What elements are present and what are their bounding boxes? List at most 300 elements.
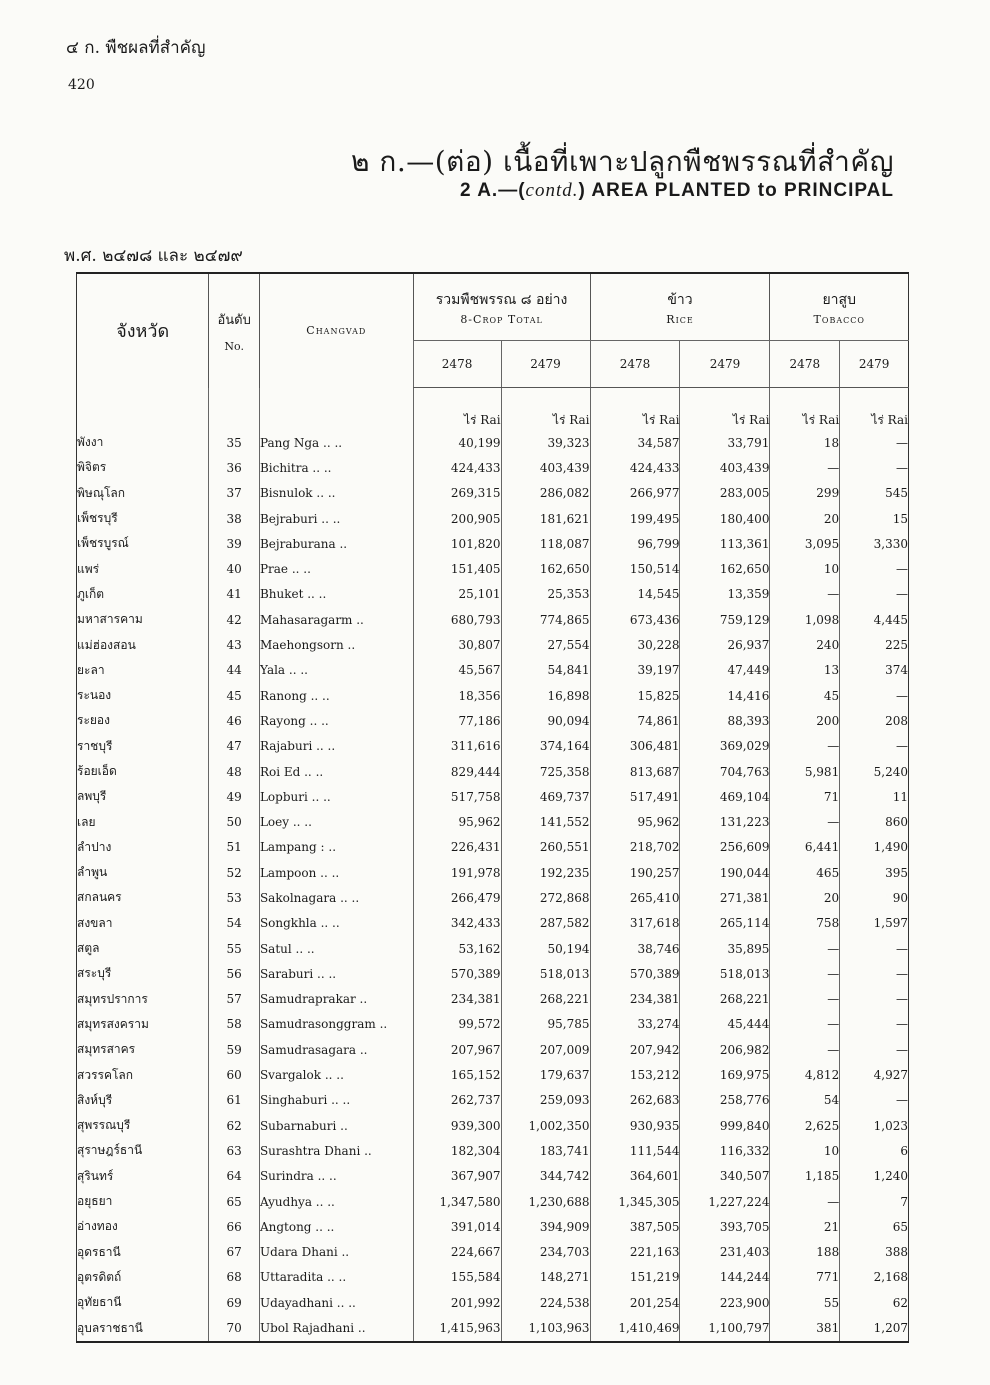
province-name-th: พิจิตร	[77, 460, 107, 475]
value-cell: —	[770, 809, 840, 834]
row-number: 70	[209, 1315, 260, 1341]
table-row	[77, 1164, 909, 1189]
value-cell: 1,103,963	[501, 1315, 590, 1341]
value-cell: 367,907	[413, 1164, 501, 1189]
province-name-th: ราชบุรี	[77, 738, 113, 753]
title-suffix: ) AREA PLANTED to PRINCIPAL	[578, 180, 894, 201]
changvad-name: Samudrasonggram ..	[259, 1012, 413, 1037]
province-name-th: พิษณุโลก	[77, 485, 126, 500]
row-number: 40	[209, 556, 260, 581]
value-cell: —	[770, 936, 840, 961]
value-cell: 155,584	[413, 1265, 501, 1290]
value-cell: 287,582	[501, 911, 590, 936]
value-cell: 45,444	[680, 1012, 770, 1037]
year-header: 2478	[413, 341, 501, 388]
table-row	[77, 430, 909, 455]
value-cell: 218,702	[590, 835, 680, 860]
value-cell: 4,445	[840, 607, 909, 632]
value-cell: 95,785	[501, 1012, 590, 1037]
changvad-name: Samudrasagara ..	[259, 1037, 413, 1062]
value-cell: 758	[770, 911, 840, 936]
province-name-th: ร้อยเอ็ด	[77, 764, 117, 778]
value-cell: —	[840, 734, 909, 759]
value-cell: 90,094	[501, 708, 590, 733]
changvad-name: Rajaburi .. ..	[259, 734, 413, 759]
value-cell: 182,304	[413, 1138, 501, 1163]
changvad-name: Bichitra .. ..	[259, 455, 413, 480]
value-cell: 424,433	[413, 455, 501, 480]
value-cell: 3,330	[840, 531, 909, 556]
value-cell: 208	[840, 708, 909, 733]
value-cell: 207,967	[413, 1037, 501, 1062]
value-cell: 191,978	[413, 860, 501, 885]
value-cell: 14,416	[680, 683, 770, 708]
value-cell: —	[840, 430, 909, 455]
row-number: 61	[209, 1088, 260, 1113]
changvad-name: Sakolnagara .. ..	[259, 885, 413, 910]
col-group-rice	[590, 273, 770, 341]
value-cell: 5,240	[840, 759, 909, 784]
value-cell: 33,791	[680, 430, 770, 455]
value-cell: 234,381	[590, 987, 680, 1012]
value-cell: 2,625	[770, 1113, 840, 1138]
changvad-name: Ubol Rajadhani ..	[259, 1315, 413, 1341]
value-cell: 30,228	[590, 632, 680, 657]
table-row	[77, 1290, 909, 1315]
changvad-name: Ayudhya .. ..	[259, 1189, 413, 1214]
value-cell: 266,977	[590, 481, 680, 506]
changvad-name: Udayadhani .. ..	[259, 1290, 413, 1315]
changvad-name: Saraburi .. ..	[259, 961, 413, 986]
year-header: 2478	[590, 341, 680, 388]
table-row	[77, 1265, 909, 1290]
row-number: 56	[209, 961, 260, 986]
value-cell: 4,812	[770, 1062, 840, 1087]
table-row	[77, 911, 909, 936]
table-row	[77, 1012, 909, 1037]
value-cell: 226,431	[413, 835, 501, 860]
value-cell: 188	[770, 1240, 840, 1265]
province-name-th: สุรินทร์	[77, 1168, 114, 1183]
table-row	[77, 784, 909, 809]
value-cell: —	[840, 936, 909, 961]
changvad-name: Satul .. ..	[259, 936, 413, 961]
col-no-en: No.	[224, 339, 244, 353]
table-row	[77, 936, 909, 961]
value-cell: 231,403	[680, 1240, 770, 1265]
value-cell: 34,587	[590, 430, 680, 455]
value-cell: 224,538	[501, 1290, 590, 1315]
changvad-name: Samudraprakar ..	[259, 987, 413, 1012]
value-cell: 15,825	[590, 683, 680, 708]
value-cell: 40,199	[413, 430, 501, 455]
value-cell: 54	[770, 1088, 840, 1113]
table-row	[77, 1240, 909, 1265]
value-cell: 144,244	[680, 1265, 770, 1290]
table-row	[77, 961, 909, 986]
value-cell: —	[840, 455, 909, 480]
table-row	[77, 885, 909, 910]
value-cell: 759,129	[680, 607, 770, 632]
row-number: 62	[209, 1113, 260, 1138]
value-cell: 262,683	[590, 1088, 680, 1113]
province-name-th: สมุทรปราการ	[77, 991, 148, 1006]
value-cell: 704,763	[680, 759, 770, 784]
value-cell: 813,687	[590, 759, 680, 784]
value-cell: 1,597	[840, 911, 909, 936]
changvad-name: Ranong .. ..	[259, 683, 413, 708]
value-cell: —	[840, 582, 909, 607]
value-cell: 1,240	[840, 1164, 909, 1189]
unit-label: ไร่ Rai	[413, 388, 501, 431]
col-no-th: อันดับ	[217, 312, 251, 328]
table-row	[77, 556, 909, 581]
col-changvad: Changvad	[259, 273, 413, 388]
value-cell: 381	[770, 1315, 840, 1341]
row-number: 60	[209, 1062, 260, 1087]
value-cell: 265,410	[590, 885, 680, 910]
province-name-th: อุดรธานี	[77, 1244, 121, 1259]
value-cell: 199,495	[590, 506, 680, 531]
province-name-th: สมุทรสงคราม	[77, 1016, 149, 1031]
value-cell: 829,444	[413, 759, 501, 784]
changvad-name: Bejraburi .. ..	[259, 506, 413, 531]
row-number: 53	[209, 885, 260, 910]
value-cell: 116,332	[680, 1138, 770, 1163]
value-cell: 38,746	[590, 936, 680, 961]
changvad-name: Lampoon .. ..	[259, 860, 413, 885]
row-number: 57	[209, 987, 260, 1012]
row-number: 42	[209, 607, 260, 632]
value-cell: 545	[840, 481, 909, 506]
value-cell: 374,164	[501, 734, 590, 759]
value-cell: 268,221	[501, 987, 590, 1012]
row-number: 58	[209, 1012, 260, 1037]
value-cell: 939,300	[413, 1113, 501, 1138]
table-row	[77, 860, 909, 885]
value-cell: 88,393	[680, 708, 770, 733]
value-cell: 169,975	[680, 1062, 770, 1087]
row-number: 44	[209, 658, 260, 683]
table-row	[77, 759, 909, 784]
col-group-tobacco	[770, 273, 909, 341]
table-row	[77, 1062, 909, 1087]
value-cell: 200,905	[413, 506, 501, 531]
unit-label: ไร่ Rai	[590, 388, 680, 431]
row-number: 49	[209, 784, 260, 809]
changvad-name: Uttaradita .. ..	[259, 1265, 413, 1290]
value-cell: —	[770, 987, 840, 1012]
value-cell: 265,114	[680, 911, 770, 936]
changvad-name: Songkhla .. ..	[259, 911, 413, 936]
row-number: 48	[209, 759, 260, 784]
row-number: 45	[209, 683, 260, 708]
value-cell: 570,389	[413, 961, 501, 986]
value-cell: 1,345,305	[590, 1189, 680, 1214]
year-header: 2478	[770, 341, 840, 388]
value-cell: 180,400	[680, 506, 770, 531]
table-row	[77, 1113, 909, 1138]
col-group-crop-total	[413, 273, 590, 341]
value-cell: 30,807	[413, 632, 501, 657]
value-cell: 424,433	[590, 455, 680, 480]
value-cell: 95,962	[413, 809, 501, 834]
value-cell: —	[770, 961, 840, 986]
row-number: 37	[209, 481, 260, 506]
row-number: 39	[209, 531, 260, 556]
value-cell: 50,194	[501, 936, 590, 961]
value-cell: 39,323	[501, 430, 590, 455]
province-name-th: สมุทรสาคร	[77, 1042, 136, 1057]
value-cell: 39,197	[590, 658, 680, 683]
province-name-th: แม่ฮ่องสอน	[77, 637, 136, 652]
value-cell: 74,861	[590, 708, 680, 733]
value-cell: 190,257	[590, 860, 680, 885]
value-cell: 10	[770, 1138, 840, 1163]
value-cell: —	[770, 1012, 840, 1037]
value-cell: —	[840, 1088, 909, 1113]
value-cell: —	[770, 582, 840, 607]
value-cell: 266,479	[413, 885, 501, 910]
value-cell: 118,087	[501, 531, 590, 556]
row-number: 67	[209, 1240, 260, 1265]
value-cell: 930,935	[590, 1113, 680, 1138]
value-cell: 13,359	[680, 582, 770, 607]
value-cell: 20	[770, 506, 840, 531]
row-number: 38	[209, 506, 260, 531]
value-cell: 1,230,688	[501, 1189, 590, 1214]
table-row	[77, 658, 909, 683]
province-name-th: อยุธยา	[77, 1194, 113, 1209]
province-name-th: ระยอง	[77, 713, 110, 728]
value-cell: —	[840, 987, 909, 1012]
province-name-th: สิงห์บุรี	[77, 1092, 113, 1107]
value-cell: 45,567	[413, 658, 501, 683]
value-cell: 4,927	[840, 1062, 909, 1087]
value-cell: 99,572	[413, 1012, 501, 1037]
value-cell: 77,186	[413, 708, 501, 733]
value-cell: 201,992	[413, 1290, 501, 1315]
changvad-name: Surindra .. ..	[259, 1164, 413, 1189]
value-cell: 999,840	[680, 1113, 770, 1138]
province-name-th: ระนอง	[77, 688, 112, 703]
table-row	[77, 734, 909, 759]
value-cell: 374	[840, 658, 909, 683]
value-cell: 207,942	[590, 1037, 680, 1062]
title-thai: ๒ ก.—(ต่อ) เนื้อที่เพาะปลูกพืชพรรณที่สำคัญ	[351, 145, 894, 178]
value-cell: 344,742	[501, 1164, 590, 1189]
value-cell: 90	[840, 885, 909, 910]
changvad-name: Surashtra Dhani ..	[259, 1138, 413, 1163]
value-cell: 860	[840, 809, 909, 834]
table-row	[77, 1315, 909, 1341]
value-cell: 1,490	[840, 835, 909, 860]
table-row	[77, 455, 909, 480]
unit-blank	[209, 388, 260, 431]
value-cell: 269,315	[413, 481, 501, 506]
changvad-name: Subarnaburi ..	[259, 1113, 413, 1138]
value-cell: 20	[770, 885, 840, 910]
unit-label: ไร่ Rai	[770, 388, 840, 431]
section-header: ๔ ก. พืชผลที่สำคัญ	[66, 38, 206, 58]
value-cell: 1,100,797	[680, 1315, 770, 1341]
province-name-th: เลย	[77, 814, 96, 829]
province-name-th: สุพรรณบุรี	[77, 1118, 131, 1133]
year-header: 2479	[501, 341, 590, 388]
value-cell: 774,865	[501, 607, 590, 632]
value-cell: 260,551	[501, 835, 590, 860]
changvad-name: Bejraburana ..	[259, 531, 413, 556]
value-cell: 111,544	[590, 1138, 680, 1163]
changvad-name: Lampang : ..	[259, 835, 413, 860]
value-cell: 258,776	[680, 1088, 770, 1113]
changvad-name: Roi Ed .. ..	[259, 759, 413, 784]
row-number: 41	[209, 582, 260, 607]
value-cell: 570,389	[590, 961, 680, 986]
year-header: 2479	[840, 341, 909, 388]
row-number: 52	[209, 860, 260, 885]
table-row	[77, 582, 909, 607]
value-cell: 517,758	[413, 784, 501, 809]
tobacco-th: ยาสูบ	[822, 291, 856, 308]
province-name-th: สระบุรี	[77, 966, 112, 981]
changvad-name: Prae .. ..	[259, 556, 413, 581]
value-cell: 192,235	[501, 860, 590, 885]
value-cell: 1,410,469	[590, 1315, 680, 1341]
value-cell: 393,705	[680, 1214, 770, 1239]
province-name-th: อุตรดิตถ์	[77, 1269, 122, 1284]
year-header: 2479	[680, 341, 770, 388]
value-cell: 206,982	[680, 1037, 770, 1062]
table-row	[77, 1214, 909, 1239]
value-cell: 162,650	[501, 556, 590, 581]
row-number: 43	[209, 632, 260, 657]
value-cell: 262,737	[413, 1088, 501, 1113]
value-cell: 113,361	[680, 531, 770, 556]
value-cell: —	[770, 734, 840, 759]
value-cell: 364,601	[590, 1164, 680, 1189]
province-name-th: เพ็ชรบุรี	[77, 511, 118, 526]
value-cell: 183,741	[501, 1138, 590, 1163]
unit-label: ไร่ Rai	[840, 388, 909, 431]
value-cell: 151,405	[413, 556, 501, 581]
value-cell: 317,618	[590, 911, 680, 936]
changvad-name: Maehongsorn ..	[259, 632, 413, 657]
value-cell: 148,271	[501, 1265, 590, 1290]
value-cell: 369,029	[680, 734, 770, 759]
value-cell: 10	[770, 556, 840, 581]
changvad-name: Bisnulok .. ..	[259, 481, 413, 506]
value-cell: 200	[770, 708, 840, 733]
row-number: 63	[209, 1138, 260, 1163]
value-cell: 14,545	[590, 582, 680, 607]
row-number: 69	[209, 1290, 260, 1315]
value-cell: 286,082	[501, 481, 590, 506]
changvad-name: Svargalok .. ..	[259, 1062, 413, 1087]
row-number: 46	[209, 708, 260, 733]
value-cell: 151,219	[590, 1265, 680, 1290]
value-cell: 518,013	[501, 961, 590, 986]
value-cell: 18	[770, 430, 840, 455]
unit-label: ไร่ Rai	[680, 388, 770, 431]
table-row	[77, 809, 909, 834]
value-cell: —	[840, 683, 909, 708]
area-planted-table	[76, 272, 909, 1343]
unit-blank	[259, 388, 413, 431]
value-cell: 6,441	[770, 835, 840, 860]
province-name-th: ลพบุรี	[77, 789, 107, 804]
value-cell: 65	[840, 1214, 909, 1239]
title-prefix: 2 A.—(	[460, 180, 526, 201]
value-cell: —	[840, 1012, 909, 1037]
changvad-name: Yala .. ..	[259, 658, 413, 683]
value-cell: 224,667	[413, 1240, 501, 1265]
table-row	[77, 683, 909, 708]
province-name-th: สงขลา	[77, 915, 113, 930]
row-number: 55	[209, 936, 260, 961]
rice-th: ข้าว	[667, 291, 693, 308]
province-name-th: ภูเก็ต	[77, 586, 105, 601]
value-cell: 27,554	[501, 632, 590, 657]
value-cell: 271,381	[680, 885, 770, 910]
province-name-th: สกลนคร	[77, 890, 122, 905]
changvad-name: Lopburi .. ..	[259, 784, 413, 809]
row-number: 59	[209, 1037, 260, 1062]
value-cell: 54,841	[501, 658, 590, 683]
table-row	[77, 708, 909, 733]
table-row	[77, 835, 909, 860]
value-cell: 96,799	[590, 531, 680, 556]
changvad-name: Bhuket .. ..	[259, 582, 413, 607]
rice-en: Rice	[666, 312, 694, 326]
province-name-th: มหาสารคาม	[77, 612, 143, 627]
value-cell: 283,005	[680, 481, 770, 506]
value-cell: 517,491	[590, 784, 680, 809]
title-english	[460, 180, 894, 202]
value-cell: 259,093	[501, 1088, 590, 1113]
row-number: 65	[209, 1189, 260, 1214]
value-cell: 387,505	[590, 1214, 680, 1239]
value-cell: 3,095	[770, 531, 840, 556]
value-cell: 403,439	[501, 455, 590, 480]
row-number: 47	[209, 734, 260, 759]
value-cell: 680,793	[413, 607, 501, 632]
value-cell: 342,433	[413, 911, 501, 936]
changvad-name: Singhaburi .. ..	[259, 1088, 413, 1113]
value-cell: 311,616	[413, 734, 501, 759]
table-row	[77, 481, 909, 506]
table-row	[77, 506, 909, 531]
value-cell: 71	[770, 784, 840, 809]
crop-total-th: รวมพืชพรรณ ๘ อย่าง	[435, 291, 568, 308]
row-number: 36	[209, 455, 260, 480]
title-contd: contd.	[525, 180, 579, 201]
value-cell: 1,415,963	[413, 1315, 501, 1341]
unit-label: ไร่ Rai	[501, 388, 590, 431]
table-row	[77, 1088, 909, 1113]
value-cell: 234,703	[501, 1240, 590, 1265]
value-cell: 47,449	[680, 658, 770, 683]
value-cell: 725,358	[501, 759, 590, 784]
years-label: พ.ศ. ๒๔๗๘ และ ๒๔๗๙	[64, 246, 243, 266]
value-cell: 391,014	[413, 1214, 501, 1239]
value-cell: 469,737	[501, 784, 590, 809]
value-cell: 395	[840, 860, 909, 885]
province-name-th: พังงา	[77, 435, 104, 450]
value-cell: 403,439	[680, 455, 770, 480]
value-cell: 6	[840, 1138, 909, 1163]
value-cell: 2,168	[840, 1265, 909, 1290]
